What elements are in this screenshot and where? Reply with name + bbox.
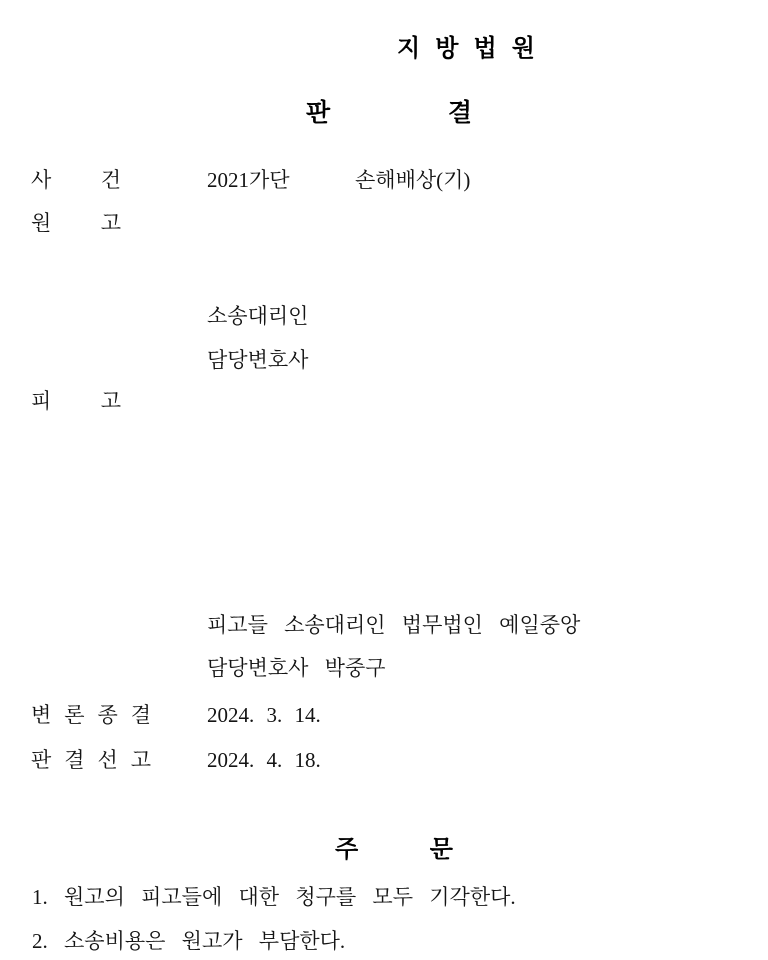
sentencing-date: 2024. 4. 18. <box>207 748 321 772</box>
judgment-title: 판 결 <box>306 99 472 127</box>
plaintiff-counsel: 소송대리인 <box>207 304 309 328</box>
order-item-1: 1. 원고의 피고들에 대한 청구를 모두 기각한다. <box>32 885 516 909</box>
order-title: 주 문 <box>335 836 453 863</box>
court-title: 지 방 법 원 <box>397 35 535 62</box>
plaintiff-label: 원 고 <box>31 211 121 235</box>
hearing-closed-label: 변 론 종 결 <box>31 703 151 727</box>
case-name: 손해배상(기) <box>355 168 471 192</box>
hearing-closed-date: 2024. 3. 14. <box>207 703 321 727</box>
defendants-attorney: 담당변호사 박중구 <box>207 656 386 680</box>
defendant-label: 피 고 <box>31 389 121 413</box>
sentencing-label: 판 결 선 고 <box>31 748 151 772</box>
order-item-2: 2. 소송비용은 원고가 부담한다. <box>32 929 346 953</box>
case-label: 사 건 <box>31 168 121 192</box>
plaintiff-attorney: 담당변호사 <box>207 348 309 372</box>
case-number: 2021가단 <box>207 168 290 192</box>
defendants-counsel: 피고들 소송대리인 법무법인 예일중앙 <box>207 613 581 637</box>
